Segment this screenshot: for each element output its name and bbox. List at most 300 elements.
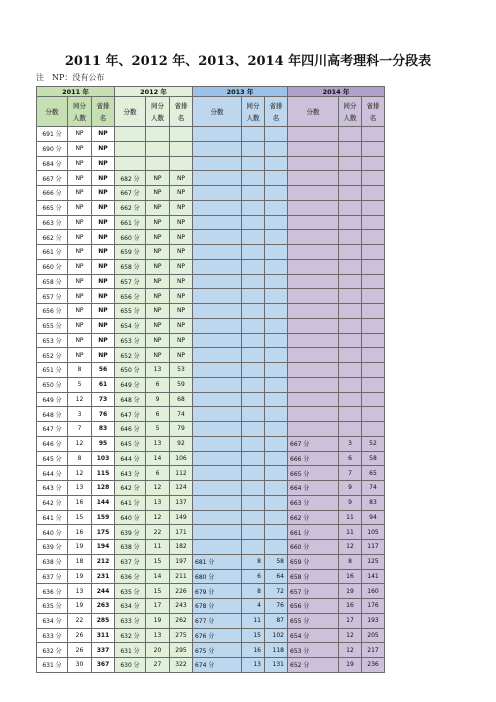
- cell-score-2012: 649 分: [115, 377, 146, 392]
- cell-same-2012: [146, 156, 170, 171]
- cell-rank-2013: 131: [265, 658, 288, 673]
- cell-rank-2012: NP: [170, 274, 193, 289]
- cell-score-2011: 656 分: [37, 304, 68, 319]
- cell-rank-2011: 83: [92, 422, 115, 437]
- cell-score-2012: 662 分: [115, 200, 146, 215]
- col-header-score-2012: 分数: [115, 97, 146, 127]
- cell-score-2011: 643 分: [37, 481, 68, 496]
- cell-score-2011: 655 分: [37, 318, 68, 333]
- cell-rank-2013: 64: [265, 569, 288, 584]
- cell-rank-2011: NP: [92, 333, 115, 348]
- cell-rank-2011: NP: [92, 230, 115, 245]
- cell-same-2011: NP: [68, 259, 92, 274]
- cell-same-2014: [339, 348, 362, 363]
- cell-same-2014: [339, 156, 362, 171]
- cell-score-2011: 665 分: [37, 200, 68, 215]
- cell-rank-2013: [265, 289, 288, 304]
- cell-rank-2012: NP: [170, 304, 193, 319]
- cell-same-2014: [339, 274, 362, 289]
- cell-rank-2014: [362, 230, 385, 245]
- cell-score-2011: 667 分: [37, 171, 68, 186]
- cell-rank-2012: NP: [170, 259, 193, 274]
- year-header-2012: 2012 年: [115, 87, 193, 97]
- table-row: [37, 392, 385, 407]
- cell-score-2012: 641 分: [115, 495, 146, 510]
- cell-score-2011: 661 分: [37, 245, 68, 260]
- table-row: [37, 510, 385, 525]
- cell-rank-2012: NP: [170, 230, 193, 245]
- cell-same-2012: 13: [146, 436, 170, 451]
- cell-score-2011: 633 分: [37, 628, 68, 643]
- cell-same-2014: [339, 230, 362, 245]
- cell-same-2013: [242, 525, 265, 540]
- cell-same-2014: [339, 363, 362, 378]
- cell-same-2013: 8: [242, 584, 265, 599]
- cell-score-2011: 658 分: [37, 274, 68, 289]
- cell-rank-2013: [265, 186, 288, 201]
- cell-rank-2011: 115: [92, 466, 115, 481]
- col-header-rank-2011: 省排 名: [92, 97, 115, 127]
- cell-rank-2013: [265, 127, 288, 142]
- cell-score-2011: 646 分: [37, 436, 68, 451]
- cell-score-2014: [288, 407, 339, 422]
- cell-score-2011: 660 分: [37, 259, 68, 274]
- cell-score-2013: [193, 259, 242, 274]
- cell-same-2012: 13: [146, 495, 170, 510]
- cell-same-2013: [242, 274, 265, 289]
- cell-score-2012: 667 分: [115, 186, 146, 201]
- cell-score-2011: 640 分: [37, 525, 68, 540]
- cell-rank-2014: [362, 318, 385, 333]
- cell-rank-2011: 175: [92, 525, 115, 540]
- cell-rank-2013: [265, 540, 288, 555]
- cell-rank-2011: NP: [92, 274, 115, 289]
- cell-score-2011: 639 分: [37, 540, 68, 555]
- cell-rank-2013: [265, 510, 288, 525]
- cell-score-2011: 637 分: [37, 569, 68, 584]
- cell-same-2014: [339, 186, 362, 201]
- cell-same-2011: NP: [68, 200, 92, 215]
- table-row: [37, 658, 385, 673]
- cell-same-2014: 6: [339, 451, 362, 466]
- cell-rank-2011: 159: [92, 510, 115, 525]
- cell-rank-2011: NP: [92, 200, 115, 215]
- cell-same-2013: [242, 156, 265, 171]
- cell-rank-2012: 226: [170, 584, 193, 599]
- cell-score-2013: [193, 540, 242, 555]
- cell-score-2013: [193, 495, 242, 510]
- cell-score-2013: [193, 127, 242, 142]
- cell-rank-2012: 295: [170, 643, 193, 658]
- cell-rank-2014: 74: [362, 481, 385, 496]
- cell-rank-2012: 149: [170, 510, 193, 525]
- cell-same-2011: 13: [68, 481, 92, 496]
- cell-same-2013: [242, 200, 265, 215]
- col-header-rank-2014: 省排 名: [362, 97, 385, 127]
- cell-rank-2012: 262: [170, 613, 193, 628]
- cell-score-2014: [288, 289, 339, 304]
- cell-same-2014: [339, 259, 362, 274]
- cell-score-2013: [193, 333, 242, 348]
- cell-same-2011: NP: [68, 289, 92, 304]
- cell-rank-2012: NP: [170, 200, 193, 215]
- table-row: [37, 230, 385, 245]
- cell-score-2013: 675 分: [193, 643, 242, 658]
- cell-score-2013: [193, 525, 242, 540]
- cell-same-2014: 7: [339, 466, 362, 481]
- cell-same-2011: 22: [68, 613, 92, 628]
- table-row: [37, 171, 385, 186]
- cell-same-2011: NP: [68, 230, 92, 245]
- cell-score-2013: [193, 230, 242, 245]
- cell-same-2011: 30: [68, 658, 92, 673]
- cell-rank-2011: NP: [92, 259, 115, 274]
- cell-score-2011: 649 分: [37, 392, 68, 407]
- table-row: [37, 643, 385, 658]
- cell-same-2013: [242, 481, 265, 496]
- cell-same-2011: 12: [68, 392, 92, 407]
- cell-same-2012: 27: [146, 658, 170, 673]
- cell-same-2012: NP: [146, 274, 170, 289]
- cell-rank-2013: [265, 141, 288, 156]
- cell-score-2011: 652 分: [37, 348, 68, 363]
- col-header-rank-2012: 省排 名: [170, 97, 193, 127]
- cell-same-2011: NP: [68, 127, 92, 142]
- cell-score-2014: 667 分: [288, 436, 339, 451]
- cell-rank-2013: 72: [265, 584, 288, 599]
- cell-rank-2013: [265, 245, 288, 260]
- cell-score-2013: [193, 422, 242, 437]
- cell-score-2014: [288, 200, 339, 215]
- cell-score-2012: 639 分: [115, 525, 146, 540]
- cell-rank-2014: 205: [362, 628, 385, 643]
- cell-score-2013: [193, 466, 242, 481]
- cell-score-2013: [193, 510, 242, 525]
- cell-score-2012: 634 分: [115, 599, 146, 614]
- cell-same-2012: 14: [146, 569, 170, 584]
- cell-rank-2013: [265, 304, 288, 319]
- cell-same-2013: [242, 304, 265, 319]
- cell-rank-2012: 243: [170, 599, 193, 614]
- cell-rank-2014: 105: [362, 525, 385, 540]
- cell-score-2011: 648 分: [37, 407, 68, 422]
- cell-same-2013: [242, 495, 265, 510]
- cell-same-2014: 17: [339, 613, 362, 628]
- year-header-2011: 2011 年: [37, 87, 115, 97]
- cell-rank-2014: [362, 274, 385, 289]
- cell-score-2013: [193, 141, 242, 156]
- cell-score-2011: 666 分: [37, 186, 68, 201]
- cell-score-2012: 632 分: [115, 628, 146, 643]
- cell-same-2011: NP: [68, 318, 92, 333]
- cell-same-2012: 12: [146, 481, 170, 496]
- cell-rank-2014: 83: [362, 495, 385, 510]
- cell-score-2012: 640 分: [115, 510, 146, 525]
- cell-same-2013: 8: [242, 554, 265, 569]
- cell-score-2014: 654 分: [288, 628, 339, 643]
- cell-same-2012: [146, 127, 170, 142]
- cell-rank-2014: 193: [362, 613, 385, 628]
- cell-same-2011: NP: [68, 186, 92, 201]
- cell-same-2014: 11: [339, 525, 362, 540]
- cell-score-2013: [193, 171, 242, 186]
- cell-same-2012: NP: [146, 259, 170, 274]
- cell-same-2014: 19: [339, 658, 362, 673]
- col-header-rank-2013: 省排 名: [265, 97, 288, 127]
- table-row: [37, 215, 385, 230]
- cell-rank-2013: [265, 407, 288, 422]
- table-row: [37, 348, 385, 363]
- cell-rank-2013: [265, 436, 288, 451]
- col-header-same-2011: 同分 人数: [68, 97, 92, 127]
- cell-score-2013: [193, 274, 242, 289]
- cell-same-2011: 8: [68, 451, 92, 466]
- cell-score-2013: [193, 200, 242, 215]
- cell-score-2012: 659 分: [115, 245, 146, 260]
- cell-score-2014: [288, 348, 339, 363]
- page-title: 2011 年、2012 年、2013、2014 年四川高考理科一分段表: [64, 54, 432, 69]
- cell-score-2011: 642 分: [37, 495, 68, 510]
- cell-score-2013: 681 分: [193, 554, 242, 569]
- table-row: [37, 200, 385, 215]
- cell-rank-2013: [265, 495, 288, 510]
- cell-score-2014: 653 分: [288, 643, 339, 658]
- cell-rank-2012: NP: [170, 333, 193, 348]
- table-row: [37, 466, 385, 481]
- cell-same-2011: 19: [68, 569, 92, 584]
- cell-score-2014: [288, 127, 339, 142]
- cell-score-2011: 638 分: [37, 554, 68, 569]
- cell-same-2014: [339, 127, 362, 142]
- cell-same-2013: [242, 289, 265, 304]
- cell-score-2013: 674 分: [193, 658, 242, 673]
- cell-same-2013: [242, 259, 265, 274]
- cell-same-2011: 7: [68, 422, 92, 437]
- cell-same-2013: 13: [242, 658, 265, 673]
- cell-score-2014: [288, 171, 339, 186]
- cell-same-2012: NP: [146, 200, 170, 215]
- year-header-2014: 2014 年: [288, 87, 385, 97]
- cell-rank-2013: [265, 215, 288, 230]
- cell-score-2011: 662 分: [37, 230, 68, 245]
- cell-rank-2014: 217: [362, 643, 385, 658]
- table-row: [37, 186, 385, 201]
- cell-score-2012: [115, 127, 146, 142]
- cell-score-2011: 636 分: [37, 584, 68, 599]
- table-row: [37, 259, 385, 274]
- cell-rank-2011: NP: [92, 141, 115, 156]
- cell-same-2012: 17: [146, 599, 170, 614]
- cell-score-2011: 691 分: [37, 127, 68, 142]
- cell-rank-2011: 367: [92, 658, 115, 673]
- cell-same-2013: [242, 436, 265, 451]
- cell-same-2014: 12: [339, 643, 362, 658]
- cell-rank-2012: 322: [170, 658, 193, 673]
- cell-rank-2011: NP: [92, 215, 115, 230]
- cell-rank-2012: NP: [170, 289, 193, 304]
- cell-score-2011: 645 分: [37, 451, 68, 466]
- cell-same-2011: 16: [68, 525, 92, 540]
- cell-rank-2012: 53: [170, 363, 193, 378]
- cell-rank-2013: [265, 230, 288, 245]
- cell-same-2012: 5: [146, 422, 170, 437]
- cell-score-2013: [193, 377, 242, 392]
- cell-rank-2013: [265, 363, 288, 378]
- cell-score-2012: 642 分: [115, 481, 146, 496]
- cell-rank-2011: NP: [92, 304, 115, 319]
- cell-rank-2014: [362, 304, 385, 319]
- cell-score-2012: 657 分: [115, 274, 146, 289]
- cell-rank-2014: 52: [362, 436, 385, 451]
- cell-same-2011: 26: [68, 628, 92, 643]
- col-header-same-2014: 同分 人数: [339, 97, 362, 127]
- col-header-score-2014: 分数: [288, 97, 339, 127]
- cell-same-2011: 15: [68, 510, 92, 525]
- cell-rank-2014: 160: [362, 584, 385, 599]
- cell-same-2012: NP: [146, 215, 170, 230]
- cell-same-2014: [339, 171, 362, 186]
- cell-same-2011: 12: [68, 466, 92, 481]
- cell-score-2013: [193, 451, 242, 466]
- cell-rank-2012: NP: [170, 186, 193, 201]
- cell-same-2011: NP: [68, 245, 92, 260]
- cell-same-2012: 13: [146, 628, 170, 643]
- cell-rank-2012: 106: [170, 451, 193, 466]
- cell-same-2012: 13: [146, 363, 170, 378]
- table-row: [37, 407, 385, 422]
- cell-same-2011: 13: [68, 584, 92, 599]
- cell-score-2011: 650 分: [37, 377, 68, 392]
- cell-rank-2013: [265, 333, 288, 348]
- table-row: [37, 554, 385, 569]
- cell-same-2012: NP: [146, 230, 170, 245]
- cell-score-2014: 657 分: [288, 584, 339, 599]
- cell-score-2014: [288, 422, 339, 437]
- cell-rank-2013: [265, 156, 288, 171]
- cell-same-2014: [339, 215, 362, 230]
- cell-score-2014: 660 分: [288, 540, 339, 555]
- cell-rank-2014: 65: [362, 466, 385, 481]
- cell-score-2014: 662 分: [288, 510, 339, 525]
- cell-same-2012: NP: [146, 245, 170, 260]
- table-row: [37, 422, 385, 437]
- cell-same-2014: 16: [339, 599, 362, 614]
- cell-same-2012: 6: [146, 466, 170, 481]
- cell-same-2014: [339, 407, 362, 422]
- cell-same-2013: [242, 348, 265, 363]
- cell-rank-2014: 125: [362, 554, 385, 569]
- cell-same-2013: 15: [242, 628, 265, 643]
- col-header-score-2011: 分数: [37, 97, 68, 127]
- cell-rank-2011: 212: [92, 554, 115, 569]
- cell-score-2012: 635 分: [115, 584, 146, 599]
- cell-same-2011: 16: [68, 495, 92, 510]
- table-row: [37, 599, 385, 614]
- cell-score-2014: [288, 259, 339, 274]
- cell-same-2012: 11: [146, 540, 170, 555]
- cell-same-2013: [242, 186, 265, 201]
- cell-same-2014: [339, 392, 362, 407]
- cell-rank-2012: 211: [170, 569, 193, 584]
- cell-rank-2014: [362, 333, 385, 348]
- cell-score-2014: [288, 141, 339, 156]
- cell-score-2014: 659 分: [288, 554, 339, 569]
- cell-score-2013: [193, 289, 242, 304]
- cell-score-2011: 684 分: [37, 156, 68, 171]
- cell-score-2012: 658 分: [115, 259, 146, 274]
- cell-same-2014: [339, 377, 362, 392]
- cell-same-2014: [339, 200, 362, 215]
- cell-score-2013: [193, 186, 242, 201]
- table-row: [37, 289, 385, 304]
- cell-rank-2014: [362, 377, 385, 392]
- cell-score-2011: 690 分: [37, 141, 68, 156]
- table-row: [37, 377, 385, 392]
- table-row: [37, 363, 385, 378]
- cell-rank-2014: [362, 259, 385, 274]
- cell-same-2013: [242, 392, 265, 407]
- cell-rank-2011: NP: [92, 127, 115, 142]
- cell-rank-2011: 144: [92, 495, 115, 510]
- cell-score-2014: 652 分: [288, 658, 339, 673]
- cell-rank-2014: 236: [362, 658, 385, 673]
- cell-same-2012: NP: [146, 348, 170, 363]
- cell-same-2012: 12: [146, 510, 170, 525]
- cell-score-2014: 663 分: [288, 495, 339, 510]
- cell-rank-2011: 285: [92, 613, 115, 628]
- cell-same-2011: NP: [68, 304, 92, 319]
- cell-same-2012: 19: [146, 613, 170, 628]
- table-row: [37, 613, 385, 628]
- table-row: [37, 628, 385, 643]
- cell-same-2011: 19: [68, 540, 92, 555]
- cell-same-2012: 6: [146, 377, 170, 392]
- cell-same-2012: 15: [146, 554, 170, 569]
- cell-score-2011: 644 分: [37, 466, 68, 481]
- cell-rank-2012: NP: [170, 171, 193, 186]
- cell-rank-2013: [265, 274, 288, 289]
- table-row: [37, 304, 385, 319]
- cell-rank-2011: 103: [92, 451, 115, 466]
- cell-rank-2011: NP: [92, 348, 115, 363]
- table-row: [37, 245, 385, 260]
- cell-score-2013: [193, 363, 242, 378]
- cell-rank-2013: 102: [265, 628, 288, 643]
- table-row: [37, 525, 385, 540]
- cell-rank-2011: NP: [92, 171, 115, 186]
- cell-score-2011: 651 分: [37, 363, 68, 378]
- cell-score-2012: 643 分: [115, 466, 146, 481]
- cell-score-2011: 653 分: [37, 333, 68, 348]
- cell-score-2011: 635 分: [37, 599, 68, 614]
- cell-rank-2012: 59: [170, 377, 193, 392]
- cell-same-2013: [242, 422, 265, 437]
- cell-rank-2013: [265, 348, 288, 363]
- cell-same-2011: 5: [68, 377, 92, 392]
- cell-rank-2013: 87: [265, 613, 288, 628]
- cell-rank-2013: [265, 481, 288, 496]
- cell-rank-2011: NP: [92, 186, 115, 201]
- table-row: [37, 540, 385, 555]
- cell-rank-2014: [362, 422, 385, 437]
- cell-score-2013: [193, 215, 242, 230]
- cell-same-2012: NP: [146, 318, 170, 333]
- cell-same-2012: 22: [146, 525, 170, 540]
- cell-same-2013: [242, 230, 265, 245]
- cell-rank-2012: 171: [170, 525, 193, 540]
- cell-score-2012: 655 分: [115, 304, 146, 319]
- cell-rank-2013: [265, 422, 288, 437]
